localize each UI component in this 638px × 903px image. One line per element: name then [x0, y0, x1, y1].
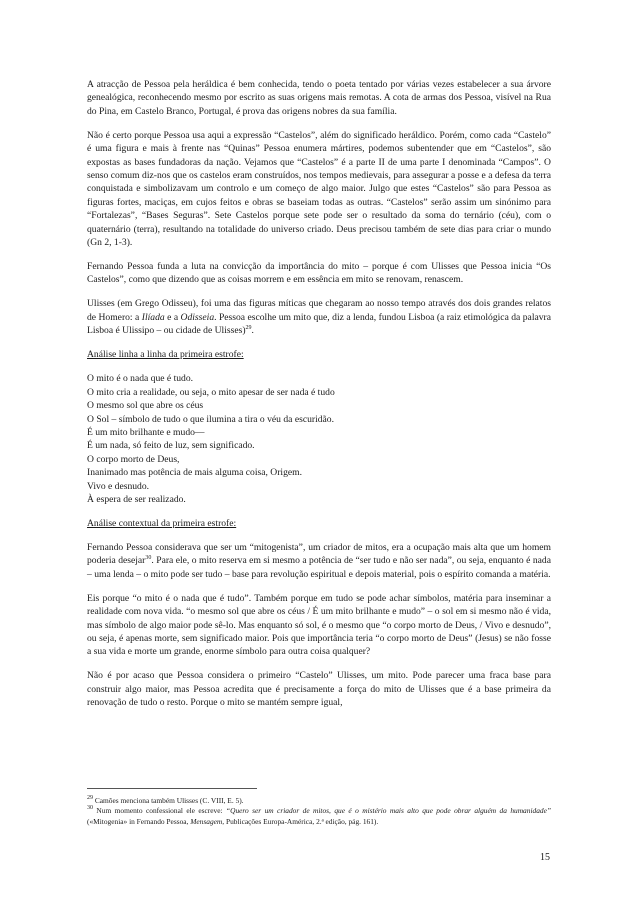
footnote-text: («Mitogenia» in Fernando Pessoa,	[87, 816, 191, 826]
page-number: 15	[540, 852, 550, 863]
text-run: . Para ele, o mito reserva em si mesmo a potência de “ser tudo e não ser nada”, ou seja, enquanto é nada – uma lenda – o mito pode ser tudo – base para revolução espiritual e depois material, pois o espírito comanda a matéria.	[87, 555, 551, 580]
footnote-text: , Publicações Europa-América, 2.ª edição, pág. 161).	[222, 816, 379, 826]
paragraph-primeiro-castelo: Não é por acaso que Pessoa considera o primeiro “Castelo” Ulisses, um mito. Pode parecer uma fraca base para construir algo maior, mas Pessoa acredita que é precisamente a força do mito de Ulisses que é a base primeira da renovação de tudo o resto. Porque o mito se mantém sempre igual,	[87, 670, 551, 709]
text-run: e a	[164, 311, 181, 323]
italic-iliada: Ilíada	[141, 311, 165, 323]
paragraph-nada-tudo: Eis porque “o mito é o nada que é tudo”. Também porque em tudo se pode achar símbolos, matéria para inseminar a realidade com nova vida. “o mesmo sol que abre os céus / É um mito brilhante e mudo” – o sol em si mesmo não é vida, mas símbolo de algo maior pode sê-lo. Mas enquanto só sol, é o mesmo que “o corpo morto de Deus, / Vivo e desnudo”, ou seja, é apenas morte, sem significado maior. Pois que importância teria “o corpo morto de Deus” (Jesus) se não fosse a sua vida e morte um grande, enorme símbolo para outra coisa qualquer?	[87, 592, 551, 658]
poem-line: Inanimado mas potência de mais alguma coisa, Origem.	[87, 467, 302, 479]
footnote-ref-30: 30	[145, 555, 152, 562]
text-run: .	[251, 325, 254, 337]
footnote-book-title: Mensagem	[190, 816, 223, 826]
section-heading-line-analysis: Análise linha a linha da primeira estrofe:	[87, 349, 244, 361]
footnote-number: 30	[87, 805, 93, 812]
footnote-29	[87, 796, 551, 806]
poem-line: É um mito brilhante e mudo—	[87, 426, 205, 438]
paragraph-mito: Fernando Pessoa funda a luta na convicção da importância do mito – porque é com Ulisses que Pessoa inicia “Os Castelos”, como que dizendo que as coisas morrem e em essência em mito se renovam, renascem.	[87, 261, 551, 286]
poem-line: O corpo morto de Deus,	[87, 453, 180, 465]
text-run: Fernando Pessoa considerava que ser um “mitogenista”, um criador de mitos, era a ocupação mais alta que um homem poderia desejar	[87, 541, 551, 567]
poem-line: O mesmo sol que abre os céus	[87, 400, 204, 412]
footnote-number: 29	[87, 795, 93, 801]
body-text	[87, 78, 551, 720]
poem-line: À espera de ser realizado.	[87, 493, 186, 505]
paragraph-mitogenista	[87, 541, 551, 581]
footnote-text: Num momento confessional ele escreve:	[93, 806, 226, 816]
footnote-text: Camões menciona também Ulisses (C. VIII, E. 5).	[93, 796, 244, 805]
footnote-divider	[87, 788, 257, 789]
paragraph-heraldry: A atracção de Pessoa pela heráldica é bem conhecida, tendo o poeta tentado por várias vezes estabelecer a sua árvore genealógica, reconhecendo mesmo por escrito as suas origens mais remotas. A cota de armas dos Pessoa, visível na Rua do Pina, em Castelo Branco, Portugal, é prova das origens nobres da sua família.	[87, 79, 551, 117]
italic-odisseia: Odisseia	[180, 311, 215, 323]
poem-analysis-lines	[87, 372, 551, 506]
paragraph-castelos: Não é certo porque Pessoa usa aqui a expressão “Castelos”, além do significado heráldico. Porém, como cada “Castelo” é uma figura e mais à frente nas “Quinas” Pessoa enumera mártires, podemos subentender que em “Castelos”, são expostas as bases fundadoras da nação. Vejamos que “Castelos” é a parte II de uma parte I denominada “Campos”. O senso comum diz-nos que os castelos eram construídos, nos tempos medievais, para assegurar a posse e a defesa da terra conquistada e simbolizavam um controlo e um começo de algo maior. Julgo que estes “Castelos” são para Pessoa as figuras fortes, maciças, em cujos feitos e obras se baseiam todas as outras. “Castelos” serão assim um sinónimo para “Fortalezas”, “Bases Seguras”. Sete Castelos porque sete pode ser o resultado da soma do ternário (céu), com o quaternário (terra), resultando na totalidade do universo criado. Deus precisou também de sete dias para criar o mundo (Gn 2, 1-3).	[87, 129, 551, 249]
footnotes	[87, 796, 551, 827]
section-heading-context-analysis: Análise contextual da primeira estrofe:	[87, 517, 237, 529]
footnote-30	[87, 806, 551, 827]
text-run: . Pessoa escolhe um mito que, diz a lenda, fundou Lisboa (a raiz etimológica da palavra Lisboa é Ulissipo – ou cidade de Ulisses)	[87, 311, 551, 337]
footnote-ref-29: 29	[245, 325, 252, 332]
poem-line: O Sol – símbolo de tudo o que ilumina a tira o véu da escuridão.	[87, 413, 334, 425]
poem-line: É um nada, só feito de luz, sem significado.	[87, 440, 255, 452]
text-run: Ulisses (em Grego Odisseu), foi uma das figuras míticas que chegaram ao nosso tempo através dos dois grandes relatos de Homero: a	[87, 298, 551, 323]
poem-line: O mito é o nada que é tudo.	[87, 373, 194, 385]
poem-line: O mito cria a realidade, ou seja, o mito apesar de ser nada é tudo	[87, 386, 335, 398]
paragraph-ulisses	[87, 297, 551, 337]
poem-line: Vivo e desnudo.	[87, 480, 150, 492]
footnote-quote: “Quero ser um criador de mitos, que é o mistério mais alto que pode obrar alguém da humanidade”	[226, 806, 551, 816]
